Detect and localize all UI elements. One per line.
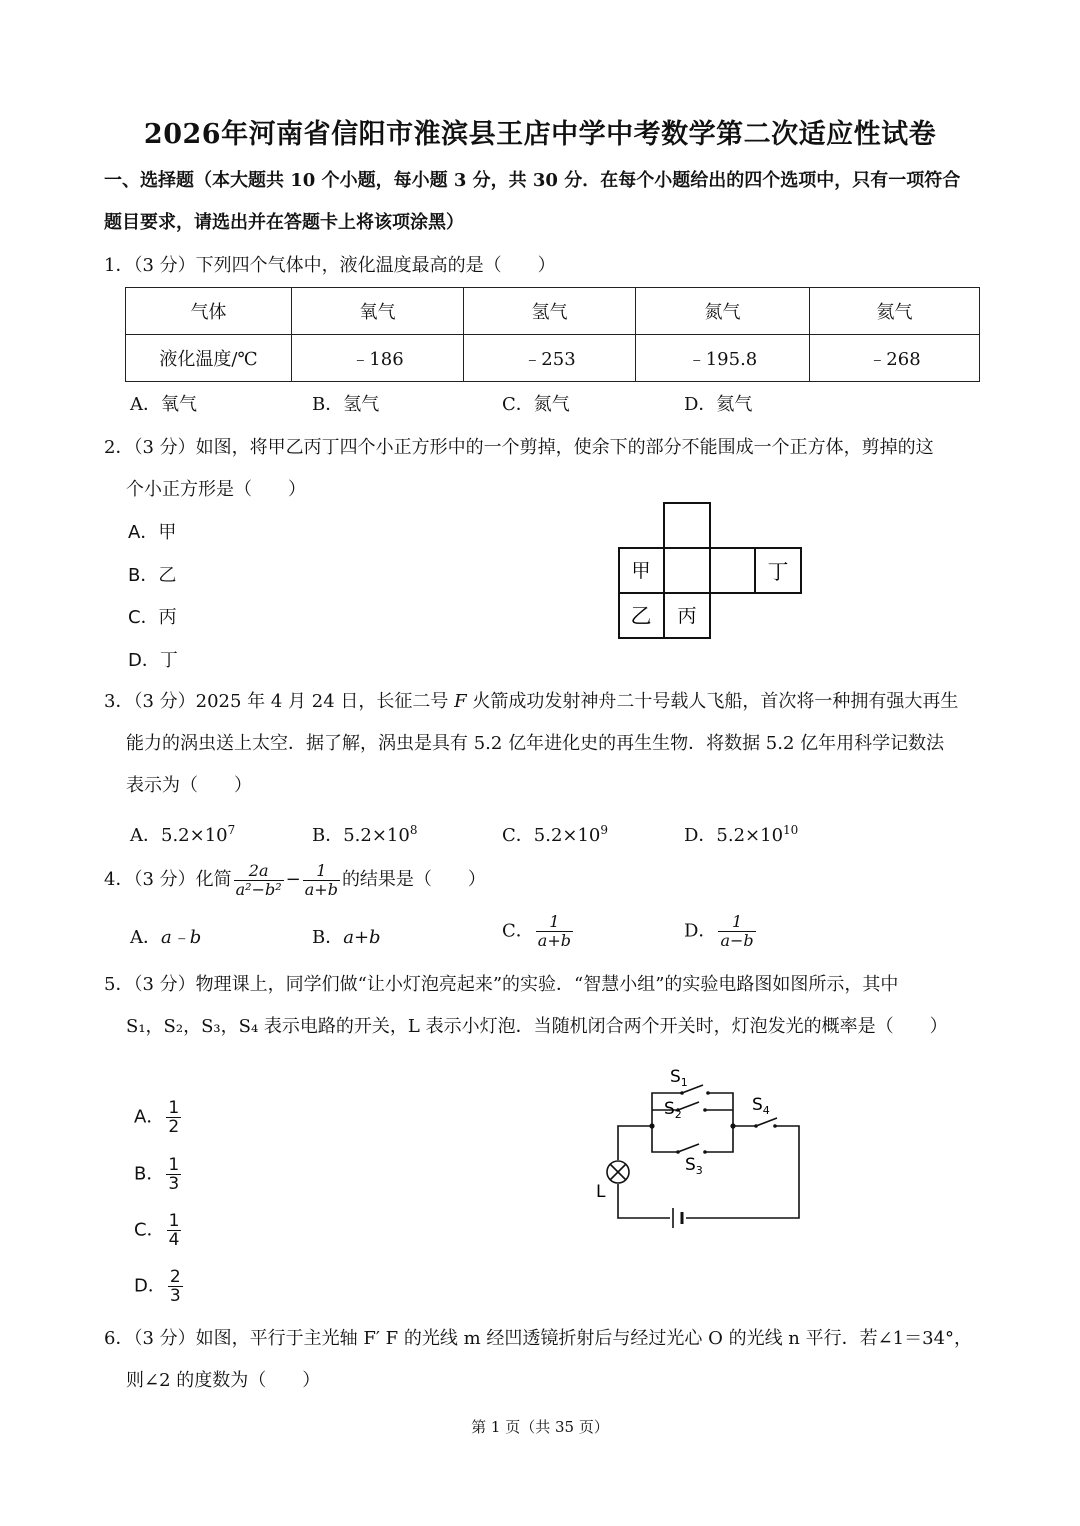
q2-stem bbox=[104, 427, 982, 511]
table-row bbox=[126, 288, 980, 335]
q4-stem bbox=[104, 856, 982, 904]
q6-stem-line2: 则∠2 的度数为（ ） bbox=[126, 1370, 321, 1391]
q4-fraction-1 bbox=[234, 862, 284, 899]
q5-option-b-num: 1 bbox=[168, 1155, 180, 1175]
q4-frac2-den: a+b bbox=[304, 879, 338, 899]
q4-option-d-num: 1 bbox=[718, 913, 755, 932]
q4-option-d bbox=[684, 913, 758, 950]
wire-s3-left bbox=[652, 1126, 678, 1152]
q4-minus: − bbox=[285, 869, 301, 890]
q3-stem-line1b: 火箭成功发射神舟二十号载人飞船，首次将一种拥有强大再生 bbox=[466, 691, 959, 712]
net-label-bing: 丙 bbox=[677, 605, 697, 627]
table-cell: 氮气 bbox=[636, 288, 810, 335]
q5-option-c-den: 4 bbox=[168, 1230, 180, 1250]
q4-option-d-den: a−b bbox=[720, 931, 754, 950]
switch-s3 bbox=[678, 1144, 699, 1152]
q3-stem-line1 bbox=[104, 691, 958, 712]
table-cell: 气体 bbox=[126, 288, 292, 335]
contact-s1-a bbox=[680, 1091, 684, 1095]
q4-stem-a: 4．（3 分）化简 bbox=[104, 869, 232, 890]
net-square-top bbox=[664, 503, 710, 548]
label-s3: $S_3$ bbox=[685, 1155, 703, 1177]
q5-option-a-label: A． bbox=[134, 1106, 165, 1128]
q2-stem-line1: 2．（3 分）如图，将甲乙丙丁四个小正方形中的一个剪掉，使余下的部分不能围成一个正方体，剪掉的这 bbox=[104, 437, 934, 458]
q4-option-c-fraction bbox=[536, 913, 573, 950]
q5-option-d-num: 2 bbox=[169, 1267, 181, 1287]
section-heading bbox=[104, 160, 984, 244]
q3-option-d bbox=[684, 818, 798, 848]
q4-fraction-2 bbox=[303, 862, 340, 899]
label-s1: $S_1$ bbox=[670, 1067, 688, 1089]
section-heading-line1: 一、选择题（本大题共 10 个小题，每小题 3 分，共 30 分．在每个小题给出的四个选项中，只有一项符合 bbox=[104, 170, 961, 191]
q2-option-c: C．丙 bbox=[128, 607, 177, 628]
q4-frac2-num: 1 bbox=[303, 862, 340, 881]
table-cell: ﹣186 bbox=[292, 335, 464, 382]
section-heading-line2: 题目要求，请选出并在答题卡上将该项涂黑） bbox=[104, 212, 464, 233]
circuit-diagram bbox=[590, 1060, 810, 1230]
table-cell: ﹣253 bbox=[464, 335, 636, 382]
q3-stem-line3: 表示为（ ） bbox=[126, 775, 252, 796]
page-footer: 第 1 页（共 35 页） bbox=[471, 1418, 609, 1436]
contact-s3-a bbox=[676, 1150, 680, 1154]
contact-s4-a bbox=[754, 1124, 758, 1128]
q4-option-d-label: D． bbox=[684, 920, 717, 942]
table-cell: 氢气 bbox=[464, 288, 636, 335]
q1-option-c: C．氮气 bbox=[502, 394, 570, 415]
wire-s3-right bbox=[705, 1126, 733, 1152]
q5-option-c-fraction bbox=[167, 1212, 182, 1249]
q4-stem-b: 的结果是（ ） bbox=[341, 869, 486, 890]
q3-var-f: F bbox=[454, 691, 467, 712]
q3-option-b bbox=[312, 818, 417, 848]
q2-option-b: B．乙 bbox=[128, 565, 177, 586]
q4-option-a bbox=[130, 926, 201, 950]
q3-option-d-exp: 10 bbox=[783, 823, 799, 837]
q5-stem bbox=[104, 964, 982, 1048]
q1-option-b: B．氢气 bbox=[312, 394, 380, 415]
q4-option-b bbox=[312, 926, 381, 950]
q3-option-a-exp: 7 bbox=[227, 823, 236, 837]
q5-stem-line1: 5．（3 分）物理课上，同学们做“让小灯泡亮起来”的实验．“智慧小组”的实验电路图如图所示，其中 bbox=[104, 974, 899, 995]
q5-option-b bbox=[134, 1156, 183, 1193]
q5-option-d-label: D． bbox=[134, 1275, 166, 1297]
q5-option-d-den: 3 bbox=[169, 1286, 181, 1306]
q4-option-d-fraction bbox=[718, 913, 755, 950]
q5-option-a-den: 2 bbox=[168, 1117, 180, 1137]
q1-option-d: D．氦气 bbox=[684, 394, 753, 415]
q4-option-c bbox=[502, 913, 575, 950]
q5-option-b-fraction bbox=[166, 1156, 181, 1193]
q3-option-c bbox=[502, 818, 608, 848]
net-square-center bbox=[664, 548, 710, 593]
q5-option-a bbox=[134, 1099, 183, 1136]
contact-s2-b bbox=[703, 1108, 707, 1112]
q2-option-d: D．丁 bbox=[128, 650, 178, 671]
table-cell: 氧气 bbox=[292, 288, 464, 335]
q2-option-a: A．甲 bbox=[128, 522, 177, 543]
q6-stem-line1: 6．（3 分）如图，平行于主光轴 F′ F 的光线 m 经凹透镜折射后与经过光心 O 的光线 n 平行．若∠1＝34°， bbox=[104, 1328, 973, 1349]
wire-left-top bbox=[618, 1126, 652, 1160]
q6-stem bbox=[104, 1318, 982, 1402]
table-cell: 氦气 bbox=[810, 288, 980, 335]
wire-left-bottom bbox=[618, 1184, 670, 1218]
q1-stem: 1．（3 分）下列四个气体中，液化温度最高的是（ ） bbox=[104, 255, 556, 276]
net-square-right bbox=[710, 548, 755, 593]
q4-option-b-label: B． bbox=[312, 927, 344, 948]
q3-stem-line2: 能力的涡虫送上太空．据了解，涡虫是具有 5.2 亿年进化史的再生生物．将数据 5.2 亿年用科学记数法 bbox=[126, 733, 945, 754]
q5-option-d-fraction bbox=[168, 1268, 183, 1305]
q3-option-c-exp: 9 bbox=[600, 823, 609, 837]
q5-option-c-label: C． bbox=[134, 1219, 165, 1241]
q3-stem bbox=[104, 681, 982, 807]
label-lamp: L bbox=[596, 1182, 606, 1202]
table-cell: ﹣195.8 bbox=[636, 335, 810, 382]
junction-left bbox=[649, 1123, 654, 1128]
table-cell: 液化温度/℃ bbox=[126, 335, 292, 382]
q3-option-b-exp: 8 bbox=[409, 823, 418, 837]
q3-option-b-label: B．5.2×10 bbox=[312, 825, 410, 846]
contact-s4-b bbox=[773, 1124, 777, 1128]
q3-stem-line1a: 3．（3 分）2025 年 4 月 24 日，长征二号 bbox=[104, 691, 455, 712]
table-cell: ﹣268 bbox=[810, 335, 980, 382]
q5-stem-line2: S₁，S₂，S₃，S₄ 表示电路的开关，L 表示小灯泡．当随机闭合两个开关时，灯泡发光的概率是（ ） bbox=[126, 1016, 948, 1037]
q5-option-b-label: B． bbox=[134, 1163, 165, 1185]
q3-option-d-label: D．5.2×10 bbox=[684, 825, 784, 846]
label-s2: $S_2$ bbox=[664, 1099, 682, 1121]
contact-s1-b bbox=[706, 1091, 710, 1095]
q4-frac1-num: 2a bbox=[234, 862, 284, 881]
q2-stem-line2: 个小正方形是（ ） bbox=[126, 479, 306, 500]
table-row bbox=[126, 335, 980, 382]
q4-option-a-label: A． bbox=[130, 927, 161, 948]
wire-right-loop bbox=[686, 1126, 799, 1218]
q5-option-a-num: 1 bbox=[168, 1098, 180, 1118]
net-label-jia: 甲 bbox=[631, 560, 651, 582]
q4-option-c-num: 1 bbox=[536, 913, 573, 932]
q4-option-c-den: a+b bbox=[537, 931, 571, 950]
q4-option-c-label: C． bbox=[502, 920, 534, 942]
q3-option-a-label: A．5.2×10 bbox=[130, 825, 228, 846]
q4-option-b-expr: a+b bbox=[343, 927, 381, 948]
exam-title: 2026年河南省信阳市淮滨县王店中学中考数学第二次适应性试卷 bbox=[143, 119, 937, 150]
q4-frac1-den: a²−b² bbox=[235, 879, 282, 899]
net-label-ding: 丁 bbox=[767, 560, 789, 584]
cube-net-figure bbox=[612, 495, 812, 645]
label-s4: $S_4$ bbox=[752, 1095, 770, 1117]
q5-option-b-den: 3 bbox=[168, 1174, 180, 1194]
q5-option-a-fraction bbox=[166, 1099, 181, 1136]
q3-option-c-label: C．5.2×10 bbox=[502, 825, 601, 846]
q1-option-a: A．氧气 bbox=[130, 394, 197, 415]
junction-right bbox=[730, 1123, 735, 1128]
q5-option-c-num: 1 bbox=[168, 1211, 180, 1231]
q3-option-a bbox=[130, 818, 235, 848]
q5-option-d bbox=[134, 1268, 185, 1305]
q1-gas-table bbox=[125, 287, 980, 382]
q4-option-a-expr: a﹣b bbox=[161, 927, 202, 948]
q5-option-c bbox=[134, 1212, 183, 1249]
contact-s3-b bbox=[703, 1150, 707, 1154]
net-label-yi: 乙 bbox=[630, 604, 652, 628]
